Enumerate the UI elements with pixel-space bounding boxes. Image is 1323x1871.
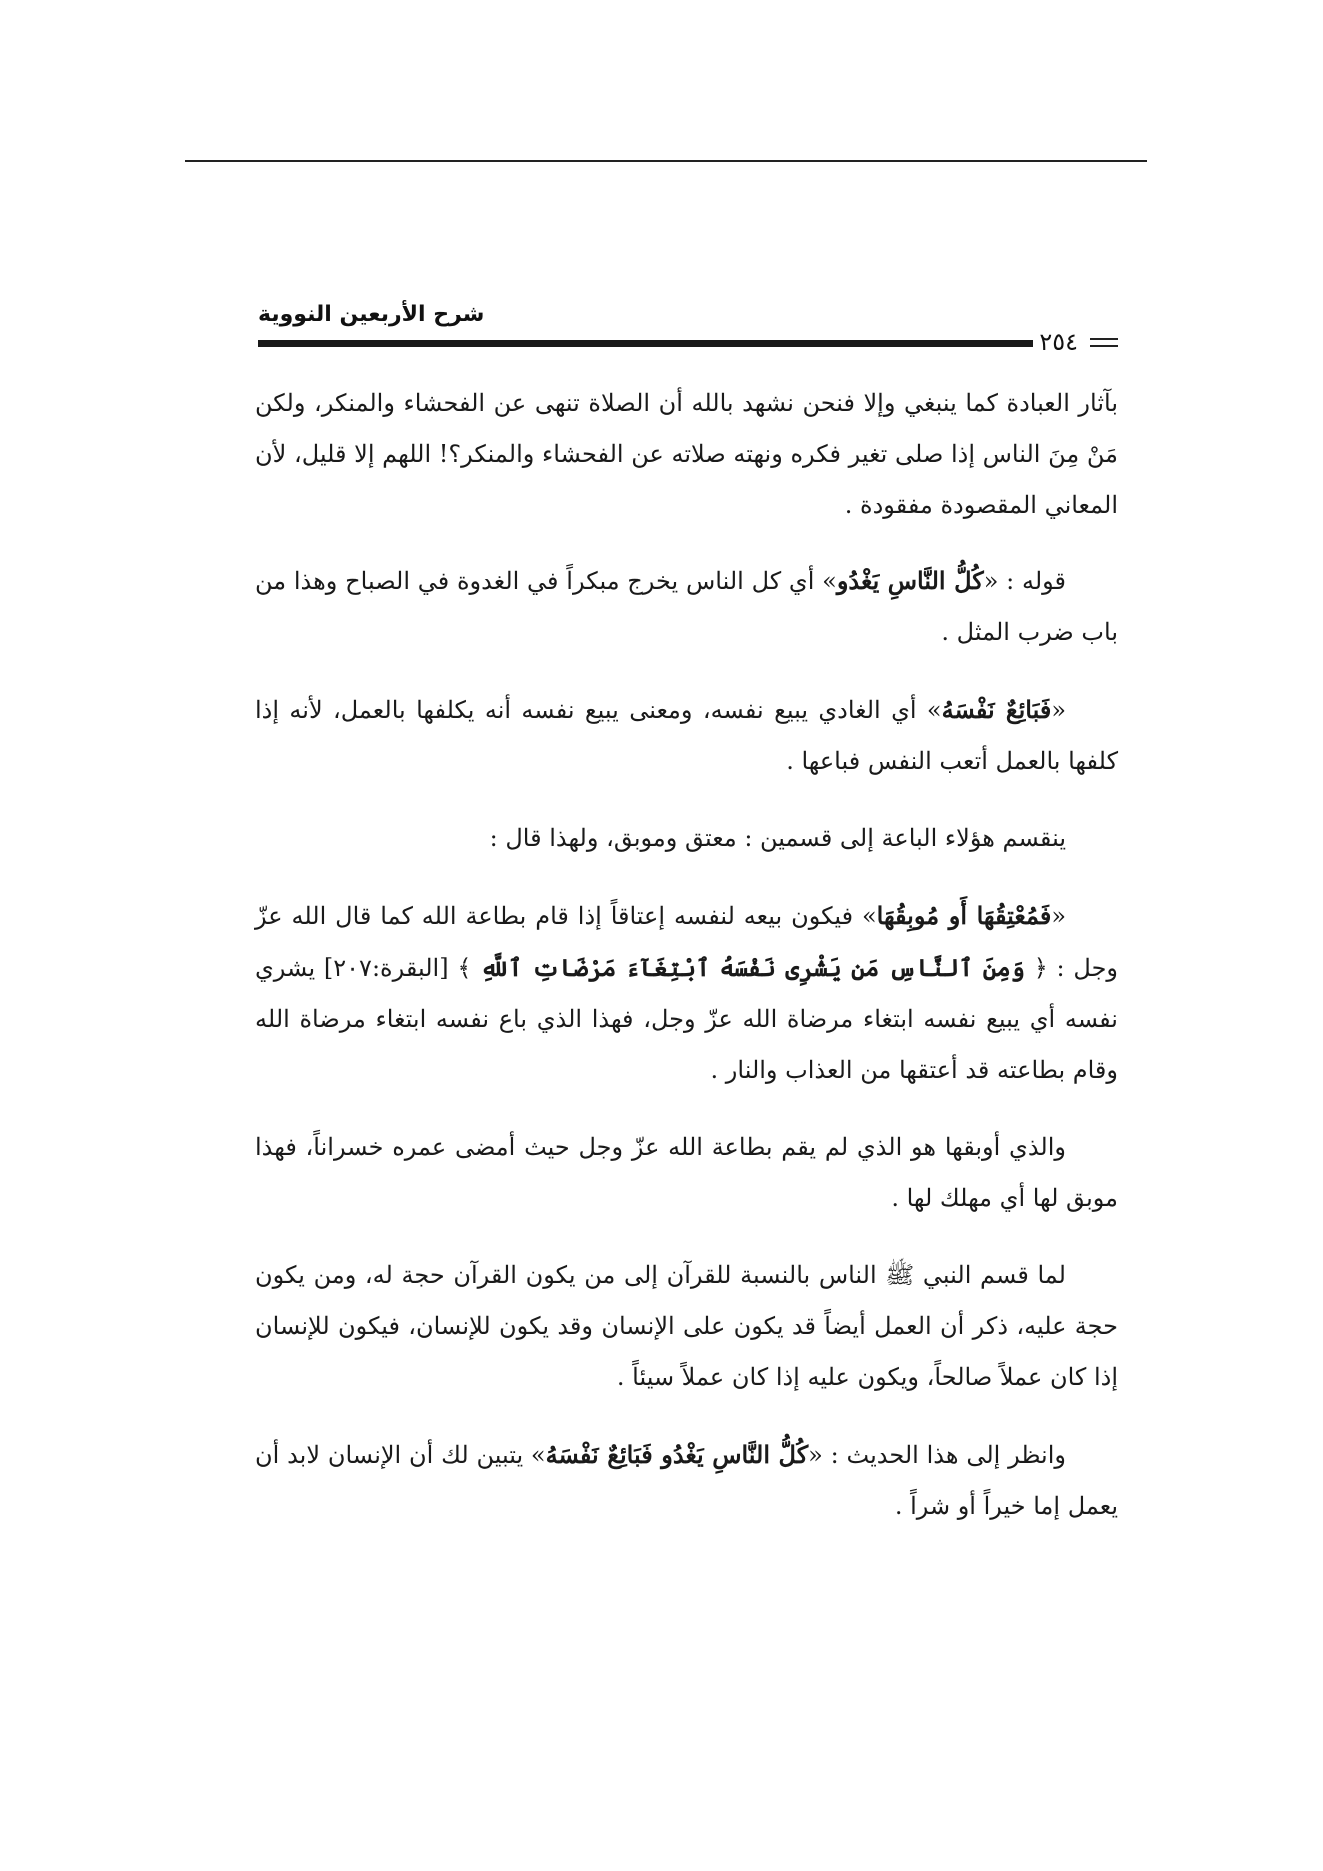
- page-number: ٢٥٤: [1039, 328, 1078, 356]
- text-segment: والذي أوبقها هو الذي لم يقم بطاعة الله عزّ وجل حيث أمضى عمره خسراناً، فهذا موبق لها أي مهلك لها .: [255, 1133, 1118, 1212]
- text-segment: وانظر إلى هذا الحديث : «: [808, 1441, 1066, 1469]
- text-segment: » يتبين لك أن الإنسان لابد أن يعمل إما خيراً أو شراً .: [255, 1441, 1118, 1520]
- text-segment: «: [1051, 696, 1066, 724]
- paragraph: [255, 1122, 1118, 1224]
- paragraph: [255, 378, 1118, 531]
- text-segment: ينقسم هؤلاء الباعة إلى قسمين : معتق وموبق، ولهذا قال :: [489, 824, 1066, 852]
- header-end-mark: [1090, 338, 1118, 347]
- text-segment: » أي كل الناس يخرج مبكراً في الغدوة في الصباح وهذا من باب ضرب المثل .: [255, 567, 1118, 646]
- paragraph: [255, 555, 1118, 658]
- paragraph: [255, 1429, 1118, 1532]
- running-head: [258, 302, 1118, 354]
- text-segment: بآثار العبادة كما ينبغي وإلا فنحن نشهد بالله أن الصلاة تنهى عن الفحشاء والمنكر، ولكن مَنْ مِنَ الناس إذا صلى تغير فكره ونهته صلاته عن الفحشاء والمنكر؟! اللهم إلا قليل، لأن المعاني المقصودة مفقودة .: [255, 389, 1119, 519]
- paragraph: [255, 1250, 1118, 1403]
- text-segment: قوله : «: [983, 567, 1067, 595]
- paragraph: [255, 813, 1118, 864]
- body-text: [255, 378, 1118, 1558]
- paragraph: [255, 684, 1118, 787]
- book-title: شرح الأربعين النووية: [258, 302, 485, 327]
- text-segment: «: [1051, 902, 1066, 930]
- text-segment: » أي الغادي يبيع نفسه، ومعنى يبيع نفسه أنه يكلفها بالعمل، لأنه إذا كلفها بالعمل أتعب النفس فباعها .: [255, 696, 1118, 775]
- hadith-quote: فَمُعْتِقُهَا أَو مُوبِقُهَا: [876, 901, 1052, 930]
- text-segment: ﴾ [البقرة:٢٠٧] يشري نفسه أي يبيع نفسه ابتغاء مرضاة الله عزّ وجل، فهذا الذي باع نفسه ابتغاء مرضاة الله وقام بطاعته قد أعتقها من العذاب والنار .: [255, 954, 1118, 1084]
- hadith-quote: كُلُّ النَّاسِ يَغْدُو: [836, 566, 984, 595]
- hadith-quote: فَبَائِعٌ نَفْسَهُ: [941, 695, 1052, 724]
- header-rule: [258, 340, 1033, 347]
- quran-verse: وَمِنَ ٱلنَّاسِ مَن يَشْرِى نَفْسَهُ ٱبْتِغَآءَ مَرْضَاتِ ٱللَّهِ: [480, 953, 1025, 982]
- text-segment: لما قسم النبي ﷺ الناس بالنسبة للقرآن إلى من يكون القرآن حجة له، ومن يكون حجة عليه، ذكر أن العمل أيضاً قد يكون على الإنسان وقد يكون للإنسان، فيكون للإنسان إذا كان عملاً صالحاً، ويكون عليه إذا كان عملاً سيئاً .: [255, 1261, 1118, 1391]
- top-rule: [185, 160, 1147, 162]
- text-segment: » فيكون بيعه لنفسه إعتاقاً إذا قام بطاعة الله كما قال الله عزّ وجل : ﴿: [255, 902, 1119, 982]
- hadith-quote: كُلُّ النَّاسِ يَغْدُو فَبَائِعٌ نَفْسَهُ: [545, 1440, 809, 1469]
- paragraph: [255, 890, 1118, 1096]
